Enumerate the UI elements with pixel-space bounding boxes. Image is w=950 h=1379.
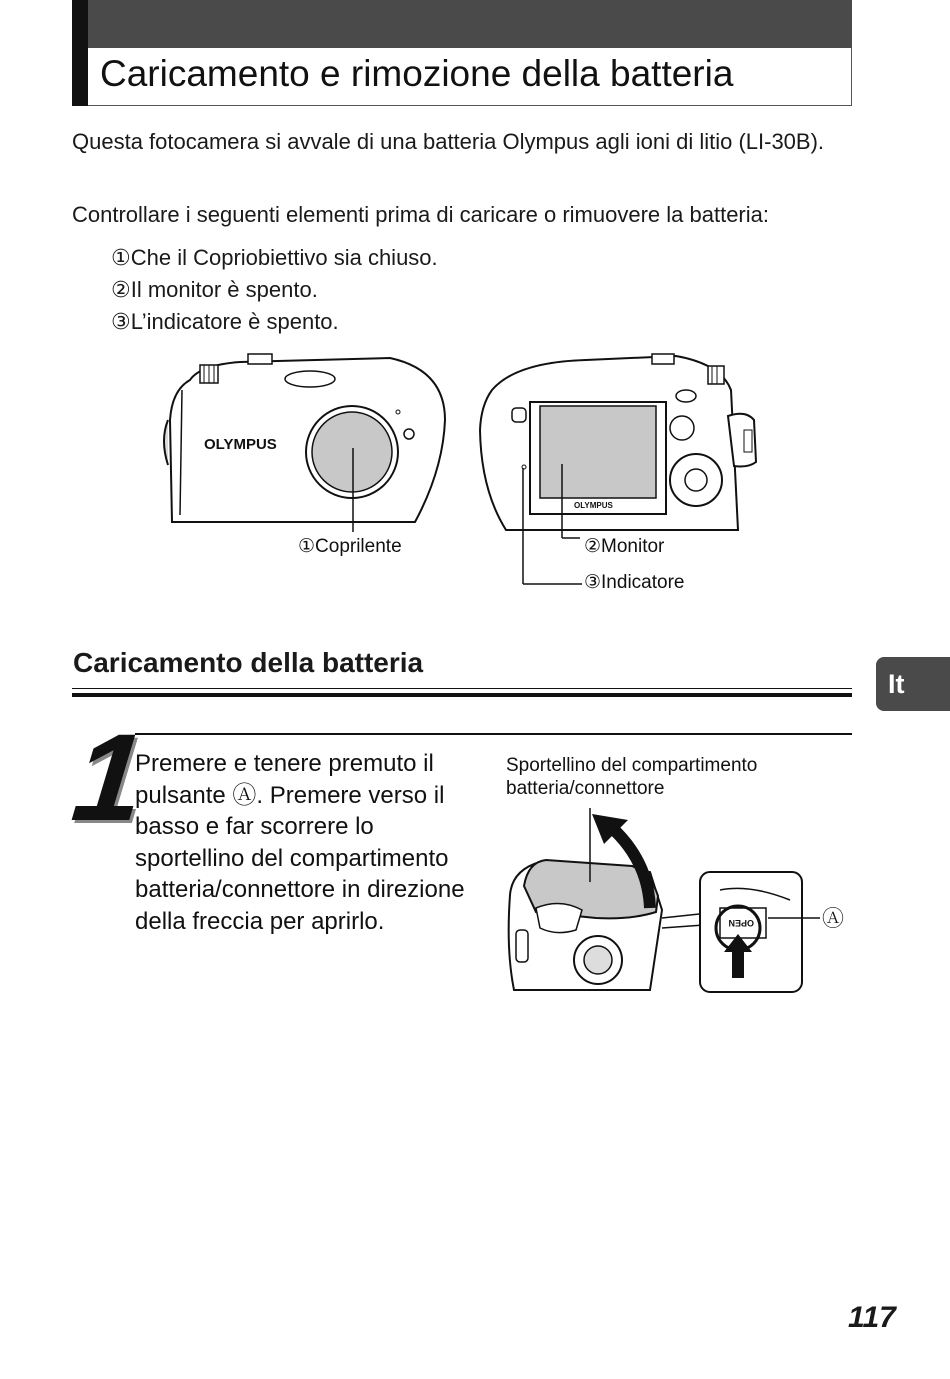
language-tab: It (876, 657, 950, 711)
label-monitor: ②Monitor (584, 536, 665, 557)
intro-paragraph-2: Controllare i seguenti elementi prima di caricare o rimuovere la batteria: (72, 202, 769, 227)
step-rule (135, 733, 852, 735)
check-item-1: ①Che il Copriobiettivo sia chiuso. (111, 245, 438, 270)
header-band (72, 0, 852, 48)
page-number: 117 (848, 1301, 896, 1334)
page-title: Caricamento e rimozione della batteria (100, 53, 734, 94)
check-item-3: ③L’indicatore è spento. (111, 309, 339, 334)
battery-door-illustration (500, 800, 850, 1000)
section-rule-thin (72, 688, 852, 689)
label-indicatore: ③Indicatore (584, 572, 685, 593)
marker-a: Ⓐ (822, 906, 845, 931)
intro-paragraph-1: Questa fotocamera si avvale di una batteria Olympus agli ioni di litio (LI-30B). (72, 129, 825, 154)
camera-front-illustration (160, 350, 460, 540)
check-item-2: ②Il monitor è spento. (111, 277, 318, 302)
step-text: Premere e tenere premuto il pulsante Ⓐ. Premere verso il basso e far scorrere lo sportellino del compartimento batteria/connettore in direzione della freccia per aprirlo. (135, 750, 465, 935)
section-rule-thick (72, 693, 852, 697)
step-number: 1 (66, 709, 151, 847)
header-bar (72, 0, 88, 106)
brand-back-text: OLYMPUS (574, 501, 613, 510)
label-coprilente: ①Coprilente (298, 536, 402, 557)
figure-caption: Sportellino del compartimento batteria/connettore (506, 755, 758, 799)
section-title: Caricamento della batteria (73, 647, 424, 678)
brand-front-text: OLYMPUS (204, 436, 277, 453)
open-label: OPEN (728, 918, 754, 928)
